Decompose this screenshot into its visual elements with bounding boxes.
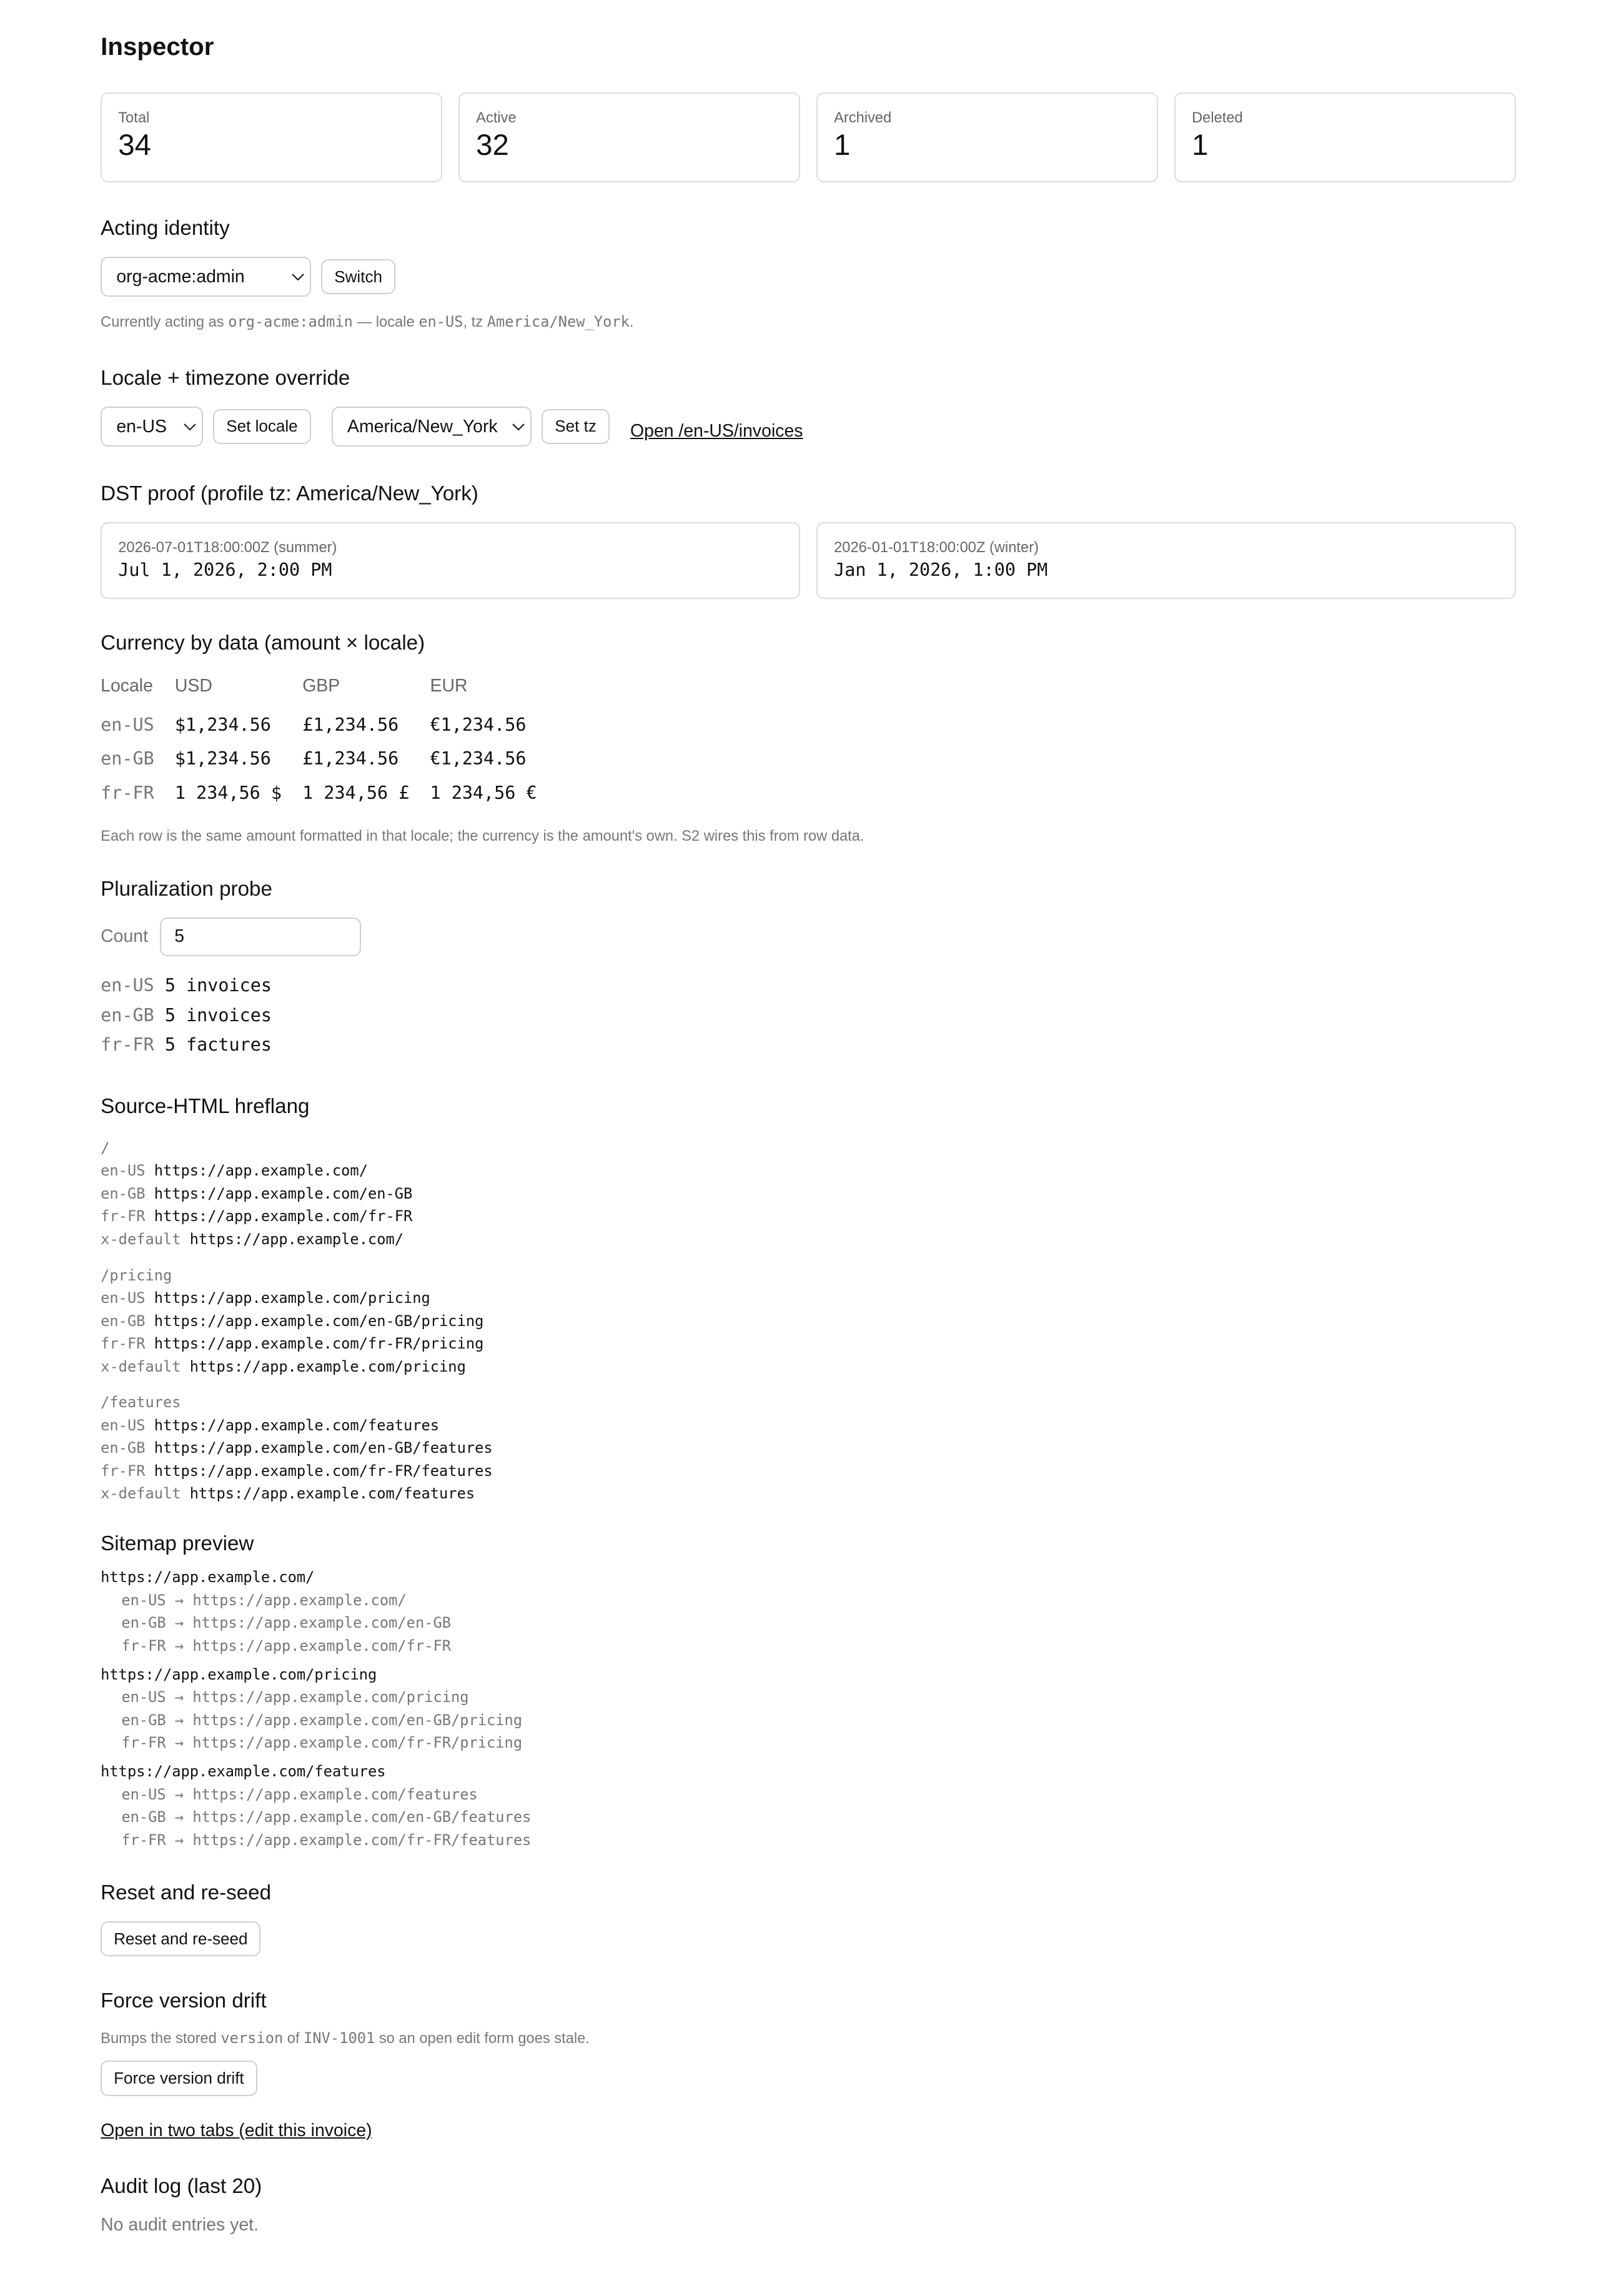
hreflang-link xyxy=(101,1287,1598,1310)
sitemap-alternate: en-US → https://app.example.com/pricing xyxy=(121,1688,469,1706)
dst-heading: DST proof (profile tz: America/New_York) xyxy=(101,482,478,505)
column-header: USD xyxy=(174,676,212,696)
hreflang-locale: en-US xyxy=(101,1162,146,1180)
hreflang-group xyxy=(101,1137,1598,1251)
note-text: of xyxy=(283,2030,304,2047)
stat-card-archived xyxy=(816,92,1158,183)
open-invoices-link[interactable]: Open /en-US/invoices xyxy=(630,420,803,441)
plural-text: 5 invoices xyxy=(164,1004,272,1026)
sitemap-alternate: fr-FR → https://app.example.com/fr-FR/pricing xyxy=(121,1734,523,1752)
note-text: — locale xyxy=(352,314,419,331)
hreflang-link xyxy=(101,1228,1598,1251)
note-text: Currently acting as xyxy=(101,314,229,331)
hreflang-locale: en-GB xyxy=(101,1439,146,1457)
audit-section xyxy=(101,2175,1598,2235)
stat-label: Archived xyxy=(834,109,892,126)
dst-card-label: 2026-01-01T18:00:00Z (winter) xyxy=(834,539,1039,556)
hreflang-url: https://app.example.com/en-GB xyxy=(154,1184,413,1202)
drift-heading: Force version drift xyxy=(101,1989,267,2012)
hreflang-url: https://app.example.com/pricing xyxy=(154,1289,430,1307)
sitemap-url: https://app.example.com/pricing xyxy=(101,1665,377,1683)
identity-select[interactable] xyxy=(101,257,311,297)
plural-text: 5 invoices xyxy=(164,975,272,996)
page-title: Inspector xyxy=(101,32,214,61)
count-input[interactable] xyxy=(160,918,361,956)
audit-heading: Audit log (last 20) xyxy=(101,2174,262,2198)
plural-locale: en-US xyxy=(101,975,154,996)
locale-section xyxy=(101,367,1598,447)
count-row xyxy=(101,918,1598,956)
sitemap-alternate: en-GB → https://app.example.com/en-GB/pricing xyxy=(121,1711,523,1729)
column-header: EUR xyxy=(430,676,468,696)
timezone-select[interactable] xyxy=(332,407,532,447)
hreflang-link xyxy=(101,1159,1598,1182)
cell-gbp: £1,234.56 xyxy=(302,748,399,769)
hreflang-url: https://app.example.com/fr-FR/pricing xyxy=(154,1335,484,1353)
stat-card-deleted xyxy=(1174,92,1516,183)
column-header: GBP xyxy=(302,676,340,696)
cell-gbp: £1,234.56 xyxy=(302,714,399,735)
plural-line xyxy=(101,1001,1598,1030)
hreflang-url: https://app.example.com/en-GB/pricing xyxy=(154,1312,484,1330)
stat-card-active xyxy=(458,92,800,183)
hreflang-group xyxy=(101,1264,1598,1378)
note-code: version xyxy=(220,2029,284,2047)
cell-locale: en-US xyxy=(101,714,154,735)
drift-section xyxy=(101,1989,1598,2142)
locale-select[interactable] xyxy=(101,407,203,447)
dst-cards xyxy=(101,522,1516,599)
currency-section xyxy=(101,631,1598,845)
drift-link-row xyxy=(101,2115,1598,2142)
hreflang-path: /pricing xyxy=(101,1266,172,1284)
hreflang-link xyxy=(101,1355,1598,1378)
stat-value: 1 xyxy=(1192,129,1209,162)
hreflang-link xyxy=(101,1205,1598,1228)
column-header: Locale xyxy=(101,676,153,696)
drift-note xyxy=(101,2029,1598,2047)
set-locale-button[interactable]: Set locale xyxy=(213,409,310,445)
hreflang-url: https://app.example.com/en-GB/features xyxy=(154,1439,493,1457)
note-code: INV-1001 xyxy=(304,2029,375,2047)
stat-label: Active xyxy=(476,109,517,126)
cell-eur: €1,234.56 xyxy=(430,714,527,735)
plural-line xyxy=(101,971,1598,1000)
hreflang-link xyxy=(101,1437,1598,1460)
stats-row xyxy=(101,92,1516,183)
count-label: Count xyxy=(101,926,148,947)
cell-usd: 1 234,56 $ xyxy=(174,782,282,803)
dst-card-value: Jan 1, 2026, 1:00 PM xyxy=(834,559,1048,580)
hreflang-locale: fr-FR xyxy=(101,1207,146,1225)
stat-value: 1 xyxy=(834,129,851,162)
locale-heading: Locale + timezone override xyxy=(101,366,350,390)
sitemap-heading: Sitemap preview xyxy=(101,1531,254,1555)
hreflang-link xyxy=(101,1332,1598,1355)
plural-text: 5 factures xyxy=(164,1034,272,1056)
hreflang-link xyxy=(101,1414,1598,1437)
plural-locale: en-GB xyxy=(101,1004,154,1026)
hreflang-link xyxy=(101,1310,1598,1333)
hreflang-locale: x-default xyxy=(101,1485,181,1503)
sitemap-url: https://app.example.com/ xyxy=(101,1568,315,1586)
sitemap-alternate: en-GB → https://app.example.com/en-GB xyxy=(121,1614,451,1632)
note-text: Bumps the stored xyxy=(101,2030,221,2047)
dst-card-label: 2026-07-01T18:00:00Z (summer) xyxy=(118,539,337,556)
sitemap-section xyxy=(101,1532,1598,1852)
stat-value: 32 xyxy=(476,129,509,162)
identity-heading: Acting identity xyxy=(101,216,230,240)
note-text: . xyxy=(629,314,634,331)
sitemap-alternate: en-US → https://app.example.com/features xyxy=(121,1785,478,1803)
cell-eur: €1,234.56 xyxy=(430,748,527,769)
table-row xyxy=(101,708,558,742)
dst-card-winter xyxy=(816,522,1516,599)
identity-note xyxy=(101,313,1598,331)
hreflang-url: https://app.example.com/features xyxy=(189,1485,475,1503)
cell-locale: en-GB xyxy=(101,748,154,769)
hreflang-locale: fr-FR xyxy=(101,1335,146,1353)
hreflang-locale: x-default xyxy=(101,1357,181,1375)
hreflang-url: https://app.example.com/pricing xyxy=(189,1357,466,1375)
switch-button[interactable]: Switch xyxy=(321,259,395,295)
hreflang-link xyxy=(101,1482,1598,1505)
reset-reseed-button[interactable]: Reset and re-seed xyxy=(101,1921,260,1957)
sitemap-group xyxy=(101,1760,1598,1851)
currency-note: Each row is the same amount formatted in that locale; the currency is the amount's own. S2 wires this from row data. xyxy=(101,828,864,844)
sitemap-alternate: fr-FR → https://app.example.com/fr-FR xyxy=(121,1636,451,1655)
dst-section xyxy=(101,482,1598,599)
currency-table xyxy=(101,676,558,810)
sitemap-url: https://app.example.com/features xyxy=(101,1763,386,1781)
hreflang-path: /features xyxy=(101,1393,181,1412)
hreflang-heading: Source-HTML hreflang xyxy=(101,1095,310,1119)
sitemap-group xyxy=(101,1566,1598,1657)
hreflang-locale: en-US xyxy=(101,1289,146,1307)
note-code: en-US xyxy=(418,313,463,331)
hreflang-locale: en-GB xyxy=(101,1184,146,1202)
cell-gbp: 1 234,56 £ xyxy=(302,782,410,803)
table-row xyxy=(101,776,558,810)
hreflang-url: https://app.example.com/fr-FR xyxy=(154,1207,413,1225)
cell-usd: $1,234.56 xyxy=(174,748,271,769)
plural-locale: fr-FR xyxy=(101,1034,154,1056)
hreflang-locale: x-default xyxy=(101,1230,181,1248)
hreflang-url: https://app.example.com/features xyxy=(154,1416,440,1434)
hreflang-link xyxy=(101,1182,1598,1205)
sitemap-alternate: fr-FR → https://app.example.com/fr-FR/features xyxy=(121,1831,532,1849)
stat-value: 34 xyxy=(118,129,151,162)
cell-locale: fr-FR xyxy=(101,782,154,803)
audit-empty-text: No audit entries yet. xyxy=(101,2214,259,2235)
plural-line xyxy=(101,1030,1598,1059)
dst-card-value: Jul 1, 2026, 2:00 PM xyxy=(118,559,332,580)
hreflang-locale: en-GB xyxy=(101,1312,146,1330)
hreflang-url: https://app.example.com/fr-FR/features xyxy=(154,1462,493,1480)
reset-section xyxy=(101,1881,1598,1957)
cell-usd: $1,234.56 xyxy=(174,714,271,735)
hreflang-section xyxy=(101,1095,1598,1505)
set-tz-button[interactable]: Set tz xyxy=(542,409,610,445)
hreflang-group xyxy=(101,1391,1598,1505)
hreflang-url: https://app.example.com/ xyxy=(189,1230,404,1248)
hreflang-link xyxy=(101,1460,1598,1483)
identity-section xyxy=(101,217,1598,331)
hreflang-path: / xyxy=(101,1139,110,1157)
note-text: so an open edit form goes stale. xyxy=(375,2030,590,2047)
stat-label: Deleted xyxy=(1192,109,1243,126)
table-row xyxy=(101,743,558,776)
plural-section xyxy=(101,878,1598,1060)
dst-card-summer xyxy=(101,522,800,599)
hreflang-locale: fr-FR xyxy=(101,1462,146,1480)
hreflang-locale: en-US xyxy=(101,1416,146,1434)
reset-heading: Reset and re-seed xyxy=(101,1881,272,1904)
sitemap-alternate: en-US → https://app.example.com/ xyxy=(121,1591,407,1609)
sitemap-alternate: en-GB → https://app.example.com/en-GB/features xyxy=(121,1808,532,1826)
stat-card-total xyxy=(101,92,442,183)
identity-controls xyxy=(101,257,1598,297)
table-header-row xyxy=(101,676,558,708)
locale-controls xyxy=(101,407,1598,447)
force-drift-button[interactable]: Force version drift xyxy=(101,2061,257,2096)
cell-eur: 1 234,56 € xyxy=(430,782,537,803)
open-two-tabs-link[interactable]: Open in two tabs (edit this invoice) xyxy=(101,2120,372,2140)
hreflang-url: https://app.example.com/ xyxy=(154,1162,368,1180)
sitemap-group xyxy=(101,1663,1598,1754)
stat-label: Total xyxy=(118,109,150,126)
note-code: org-acme:admin xyxy=(228,313,353,331)
currency-heading: Currency by data (amount × locale) xyxy=(101,631,425,655)
plural-heading: Pluralization probe xyxy=(101,877,272,901)
note-text: , tz xyxy=(463,314,487,331)
note-code: America/New_York xyxy=(487,313,630,331)
